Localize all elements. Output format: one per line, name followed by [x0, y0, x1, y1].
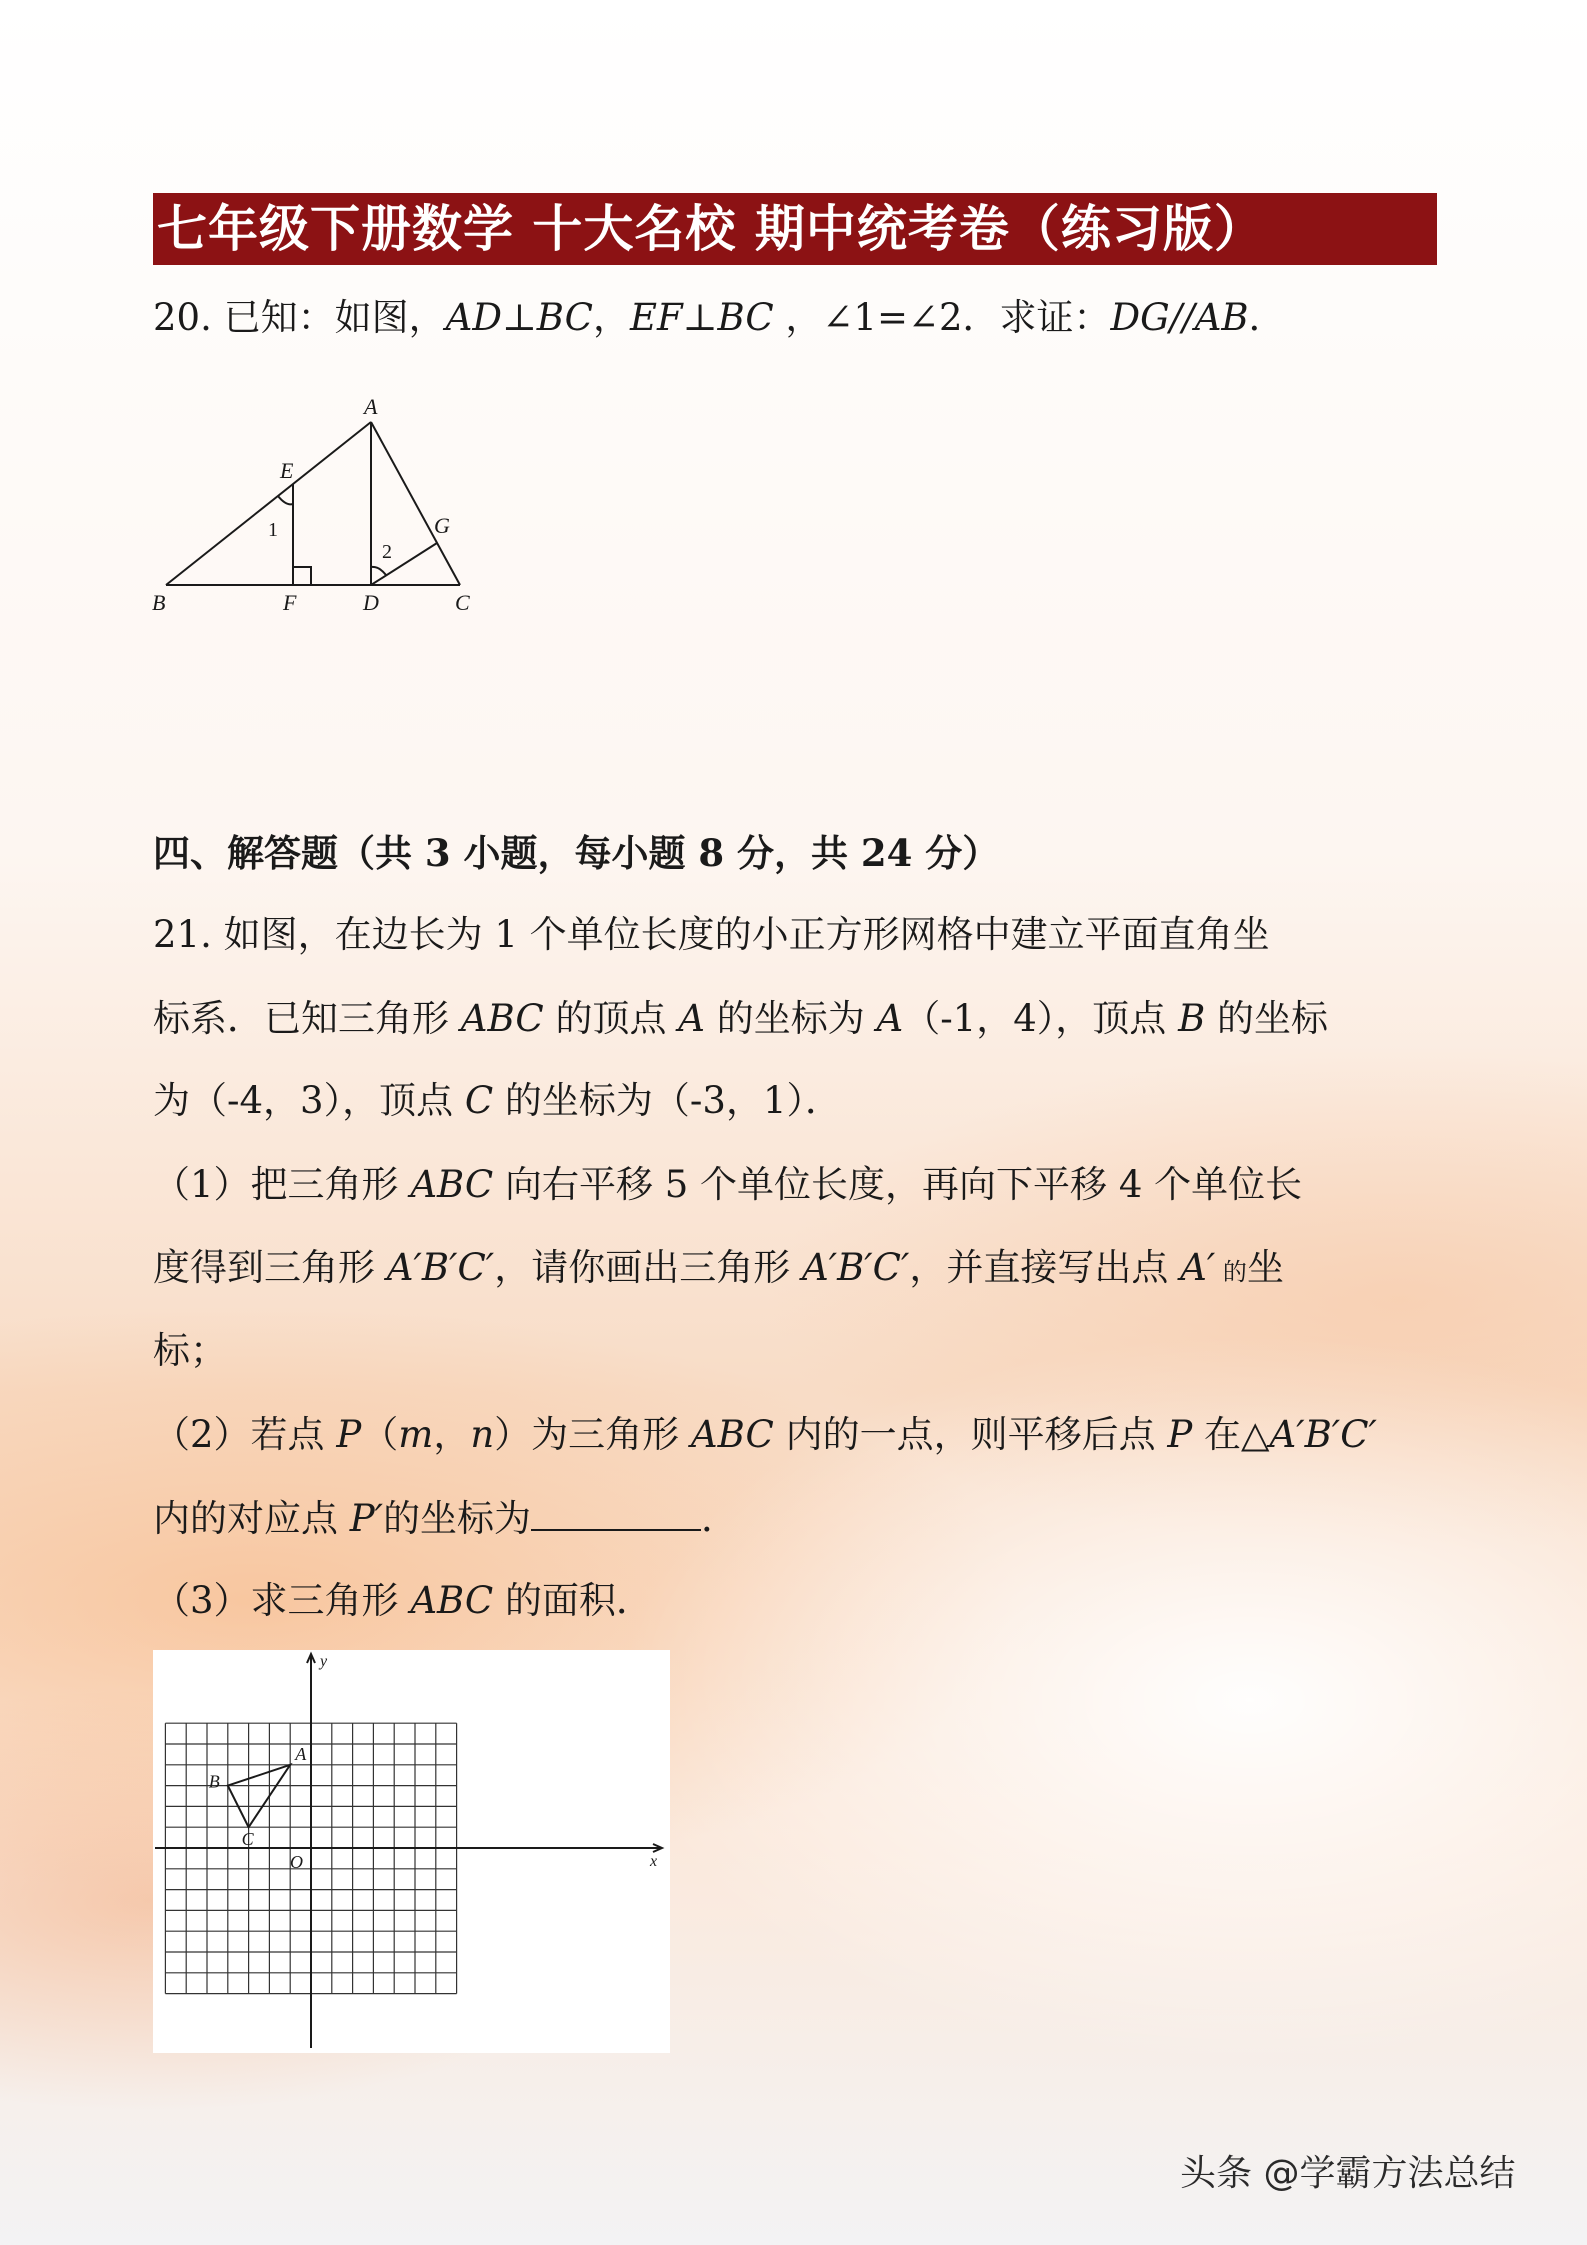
q21-p2-m: m	[398, 1413, 434, 1456]
section-4-heading-a: 四、解答题（共	[153, 831, 425, 875]
section-4-points-total: 24	[860, 831, 913, 875]
q21-l2-a: A	[678, 997, 705, 1040]
q21-part-1-line-2	[153, 1245, 1284, 1295]
q20-end: ．	[1248, 296, 1286, 339]
q21-p2-end: ．	[701, 1497, 739, 1540]
q20-parallel-symbol: //	[1169, 296, 1195, 339]
angle-1-arc	[278, 496, 293, 504]
q21-p2-n: n	[470, 1413, 495, 1456]
label-g: G	[434, 513, 450, 538]
vertex-label-b: B	[208, 1771, 220, 1792]
q21-p1b: 向右平移 5 个单位长度，再向下平移 4 个单位长	[493, 1163, 1303, 1206]
q21-l3a: 为（-4，3），顶点	[153, 1079, 465, 1122]
q20-perp-symbol: ⊥	[502, 296, 537, 339]
question-20-statement	[153, 295, 1286, 341]
coordinate-grid	[153, 1650, 670, 2053]
q21-p2b: （	[361, 1413, 399, 1456]
q21-l2e: 的坐标	[1205, 997, 1329, 1040]
q21-p1e: ，并直接写出点	[909, 1246, 1181, 1289]
q21-p2-triangle: A′B′C′	[1269, 1413, 1377, 1456]
q21-p1c: 度得到三角形	[153, 1246, 387, 1289]
q20-condition: ，∠1=∠2．求证：	[773, 296, 1111, 339]
triangle-figure	[150, 380, 490, 620]
segment-dg	[371, 543, 437, 585]
q21-l3-c: C	[464, 1079, 494, 1122]
q21-p2-p: P	[336, 1413, 362, 1456]
q21-p1a: （1）把三角形	[153, 1163, 411, 1206]
label-angle-2: 2	[382, 541, 392, 563]
q21-p1d: ，请你画出三角形	[494, 1246, 802, 1289]
vertex-label-a: A	[295, 1743, 307, 1764]
q20-ef: EF	[629, 296, 683, 339]
q21-line-1	[153, 912, 1270, 958]
answer-blank[interactable]	[531, 1495, 701, 1531]
angle-2-arc	[371, 567, 386, 575]
q21-p1g: 标；	[153, 1329, 227, 1372]
q21-part-2-line-2	[153, 1495, 738, 1542]
q21-l2c: 的坐标为	[704, 997, 877, 1040]
section-4-points-each: 8	[698, 831, 725, 875]
label-f: F	[283, 590, 297, 615]
q20-bc: BC	[536, 296, 593, 339]
q21-part-2-line-1	[153, 1412, 1377, 1458]
q21-p1-abc: ABC	[410, 1163, 494, 1206]
label-e: E	[280, 458, 294, 483]
triangle-abc	[228, 1765, 290, 1827]
q21-l3b: 的坐标为（-3，1）．	[493, 1079, 843, 1122]
segment-ab	[166, 422, 371, 585]
q21-p3b: 的面积．	[493, 1579, 653, 1622]
section-4-heading-d: 分）	[912, 831, 1000, 875]
q21-p2h: 的坐标为	[383, 1497, 532, 1540]
q21-p1f: 坐	[1246, 1246, 1284, 1289]
q21-p1-small-de: 的	[1215, 1258, 1247, 1286]
label-angle-1: 1	[268, 519, 278, 541]
q20-comma: ，	[592, 296, 630, 339]
q21-p2f: 在△	[1192, 1413, 1270, 1456]
label-d: D	[363, 590, 379, 615]
q20-perp-symbol-2: ⊥	[682, 296, 718, 339]
q21-l2d: （-1，4），顶点	[903, 997, 1179, 1040]
q21-p3a: （3）求三角形	[153, 1579, 411, 1622]
q20-bc-2: BC	[717, 296, 774, 339]
x-axis-label: x	[650, 1853, 658, 1870]
q21-l2b: 的顶点	[543, 997, 679, 1040]
q21-p2-abc: ABC	[690, 1413, 774, 1456]
q21-p2-p-prime: P′	[349, 1497, 384, 1540]
q21-p1-triangle: A′B′C′	[386, 1246, 495, 1289]
q21-part-1-line-3	[153, 1328, 227, 1374]
section-4-heading	[153, 830, 999, 876]
q21-p2a: （2）若点	[153, 1413, 337, 1456]
y-axis-label: y	[320, 1653, 328, 1670]
q21-l2-abc: ABC	[460, 997, 544, 1040]
exam-title-banner: 七年级下册数学 十大名校 期中统考卷（练习版）	[153, 193, 1437, 265]
label-b: B	[152, 590, 166, 615]
coordinate-grid-figure	[153, 1650, 670, 2053]
q21-p2d: ）为三角形	[494, 1413, 691, 1456]
q21-p2c: ，	[433, 1413, 471, 1456]
q20-dg: DG	[1110, 296, 1170, 339]
q21-line-3	[153, 1078, 842, 1124]
label-a: A	[364, 394, 378, 419]
q21-p1-a-prime: A′	[1180, 1246, 1216, 1289]
origin-label: O	[290, 1852, 303, 1872]
q21-l1: 21. 如图，在边长为 1 个单位长度的小正方形网格中建立平面直角坐	[153, 913, 1270, 956]
q21-part-3	[153, 1578, 653, 1624]
q20-prefix: 20. 已知：如图，	[153, 296, 446, 339]
q20-ad: AD	[445, 296, 502, 339]
q21-part-1-line-1	[153, 1162, 1302, 1208]
vertex-label-c: C	[241, 1829, 254, 1850]
q21-p2-p2: P	[1167, 1413, 1193, 1456]
q20-ab: AB	[1194, 296, 1249, 339]
q21-l2-a2: A	[876, 997, 904, 1040]
q21-p2g: 内的对应点	[153, 1497, 350, 1540]
section-4-heading-b: 小题，每小题	[450, 831, 699, 875]
right-angle-mark	[293, 567, 311, 585]
section-4-count: 3	[424, 831, 451, 875]
q21-l2a: 标系．已知三角形	[153, 997, 461, 1040]
q21-p3-abc: ABC	[410, 1579, 494, 1622]
label-c: C	[455, 590, 470, 615]
q21-p2e: 内的一点，则平移后点	[773, 1413, 1168, 1456]
q21-l2-b: B	[1178, 997, 1206, 1040]
q21-p1-triangle-2: A′B′C′	[801, 1246, 910, 1289]
section-4-heading-c: 分，共	[724, 831, 861, 875]
q21-line-2	[153, 996, 1328, 1042]
source-watermark: 头条 @学霸方法总结	[1180, 2153, 1516, 2194]
